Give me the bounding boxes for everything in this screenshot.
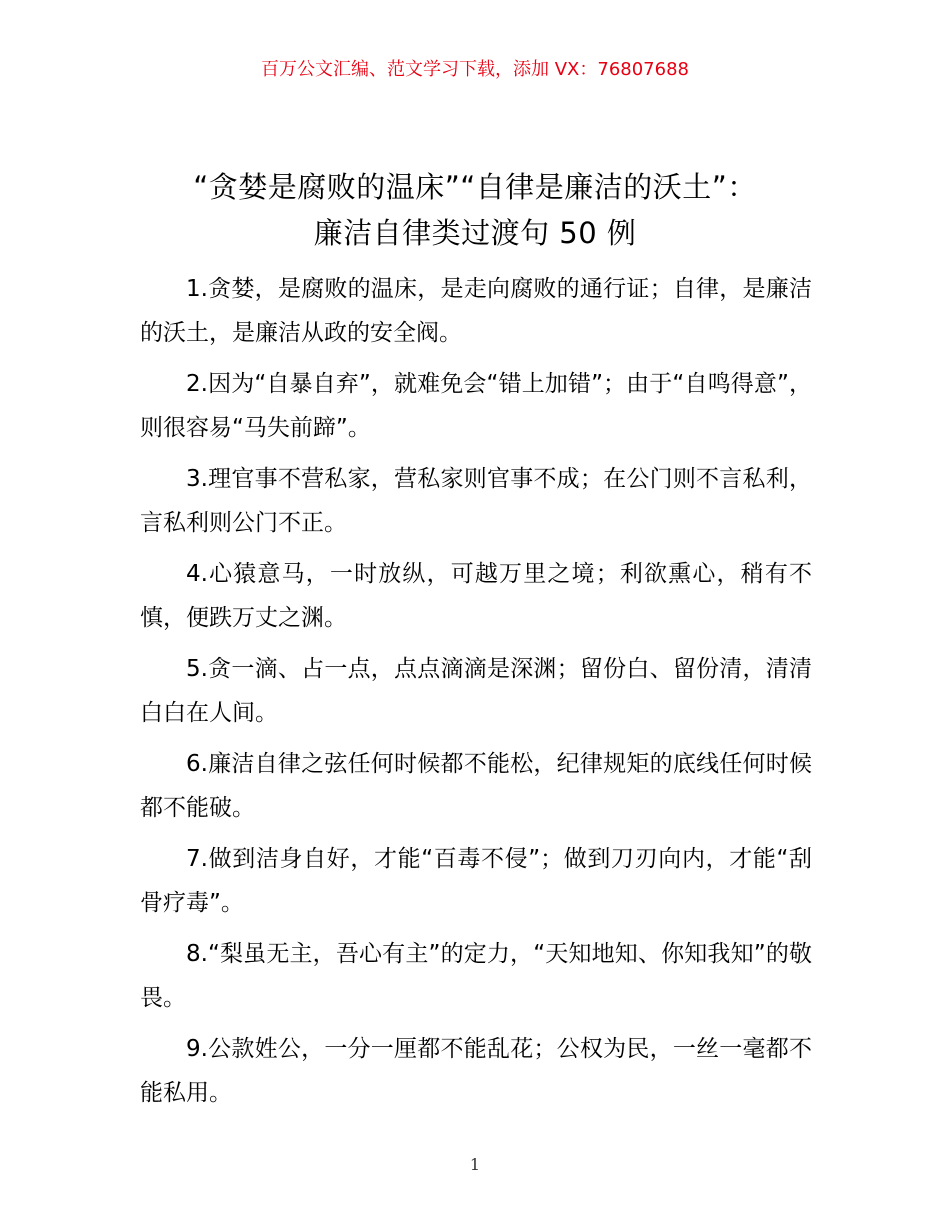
paragraph-7: 7.做到洁身自好，才能“百毒不侵”；做到刀刃向内，才能“刮骨疗毒”。 xyxy=(140,846,812,916)
page-number: 1 xyxy=(469,1155,481,1174)
paragraph-4: 4.心猿意马，一时放纵，可越万里之境；利欲熏心，稍有不慎，便跌万丈之渊。 xyxy=(140,561,812,631)
document-title xyxy=(110,164,840,256)
paragraph-9: 9.公款姓公，一分一厘都不能乱花；公权为民，一丝一毫都不能私用。 xyxy=(140,1036,812,1106)
paragraph-1: 1.贪婪，是腐败的温床，是走向腐败的通行证；自律，是廉洁的沃土，是廉洁从政的安全阀。 xyxy=(140,276,812,346)
paragraph-6: 6.廉洁自律之弦任何时候都不能松，纪律规矩的底线任何时候都不能破。 xyxy=(140,751,812,821)
paragraph-3: 3.理官事不营私家，营私家则官事不成；在公门则不言私利，言私利则公门不正。 xyxy=(140,466,812,536)
title-line-1: “贪婪是腐败的温床”“自律是廉洁的沃土”： xyxy=(193,170,757,204)
paragraph-5: 5.贪一滴、占一点，点点滴滴是深渊；留份白、留份清，清清白白在人间。 xyxy=(140,656,812,726)
header-watermark-note: 百万公文汇编、范文学习下载，添加 VX：76807688 xyxy=(261,59,689,80)
title-line-2: 廉洁自律类过渡句 50 例 xyxy=(313,216,637,250)
paragraph-2: 2.因为“自暴自弃”，就难免会“错上加错”；由于“自鸣得意”，则很容易“马失前蹄”。 xyxy=(140,371,812,441)
paragraph-8: 8.“梨虽无主，吾心有主”的定力，“天知地知、你知我知”的敬畏。 xyxy=(140,941,812,1011)
document-body xyxy=(140,267,812,1122)
